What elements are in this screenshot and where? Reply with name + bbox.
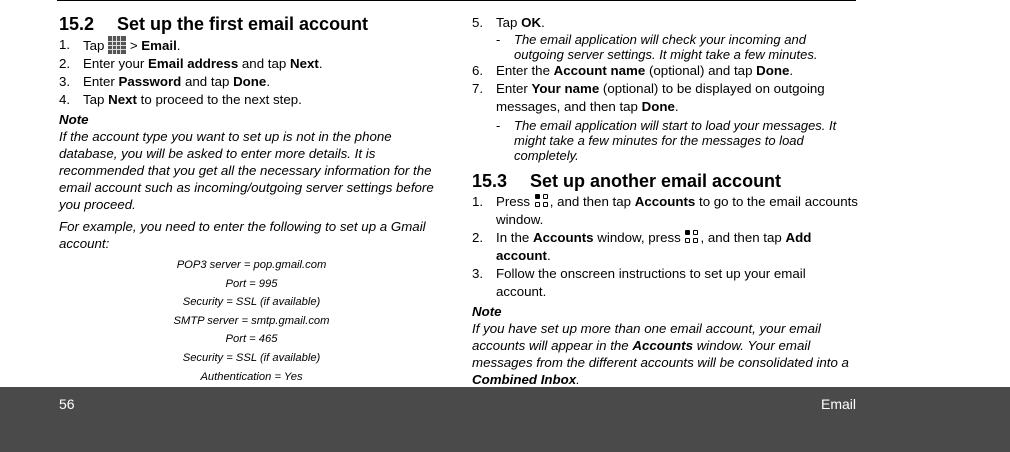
right-column — [472, 14, 858, 388]
note-label: Note — [472, 304, 502, 319]
note-paragraph: If the account type you want to set up is not in the phone database, you will be asked to enter more details. It is recommended that you get all the necessary information for the email account such as incoming/outgoing server settings before you proceed. — [59, 129, 434, 212]
note-label: Note — [59, 112, 89, 127]
another-step-3: 3. Follow the onscreen instructions to set up your email account. — [472, 266, 806, 299]
menu-key-icon — [685, 230, 699, 244]
step-5-detail: - The email application will check your incoming and outgoing server settings. It might take a few minutes. — [496, 32, 818, 62]
another-step-2: 2. In the Accounts window, press , and then tap Add account. — [472, 230, 812, 263]
step-7-detail: - The email application will start to load your messages. It might take a few minutes for the messages to load completely. — [496, 118, 837, 163]
step-2: 2. Enter your Email address and tap Next. — [59, 56, 323, 71]
step-4: 4. Tap Next to proceed to the next step. — [59, 92, 302, 107]
setting-line: SMTP server = smtp.gmail.com — [173, 314, 330, 327]
menu-key-icon — [535, 194, 549, 208]
left-column — [59, 12, 444, 386]
chapter-title: Email — [820, 396, 856, 412]
note-example: For example, you need to enter the following to set up a Gmail account: — [59, 219, 426, 251]
step-3: 3. Enter Password and tap Done. — [59, 74, 271, 89]
setting-line: Port = 995 — [225, 277, 278, 290]
setting-line: Security = SSL (if available) — [182, 296, 321, 309]
step-5: 5. Tap OK. — [472, 15, 545, 30]
setting-line: Port = 465 — [225, 333, 278, 346]
step-7: 7. Enter Your name (optional) to be displayed on outgoing messages, and then tap Done. — [472, 81, 825, 114]
step-1: 1. Tap > Email. — [59, 37, 181, 53]
grid-apps-icon — [108, 36, 126, 54]
setting-line: Authentication = Yes — [200, 370, 303, 383]
section-heading-15-3: 15.3 Set up another email account — [472, 171, 782, 191]
setting-line: Security = SSL (if available) — [182, 351, 321, 364]
step-6: 6. Enter the Account name (optional) and tap Done. — [472, 63, 794, 78]
page-footer — [0, 387, 1010, 452]
section-heading-15-2: 15.2 Set up the first email account — [59, 14, 369, 34]
another-step-1: 1. Press , and then tap Accounts to go to the email accounts window. — [472, 194, 858, 227]
note-paragraph: If you have set up more than one email account, your email accounts will appear in the Accounts window. Your email messages from the different accounts will be consolidated into a Combined Inbox. — [472, 321, 849, 387]
top-rule — [57, 0, 856, 1]
page-number: 56 — [59, 396, 75, 412]
gmail-settings-list — [59, 256, 444, 386]
setting-line: POP3 server = pop.gmail.com — [176, 259, 327, 271]
